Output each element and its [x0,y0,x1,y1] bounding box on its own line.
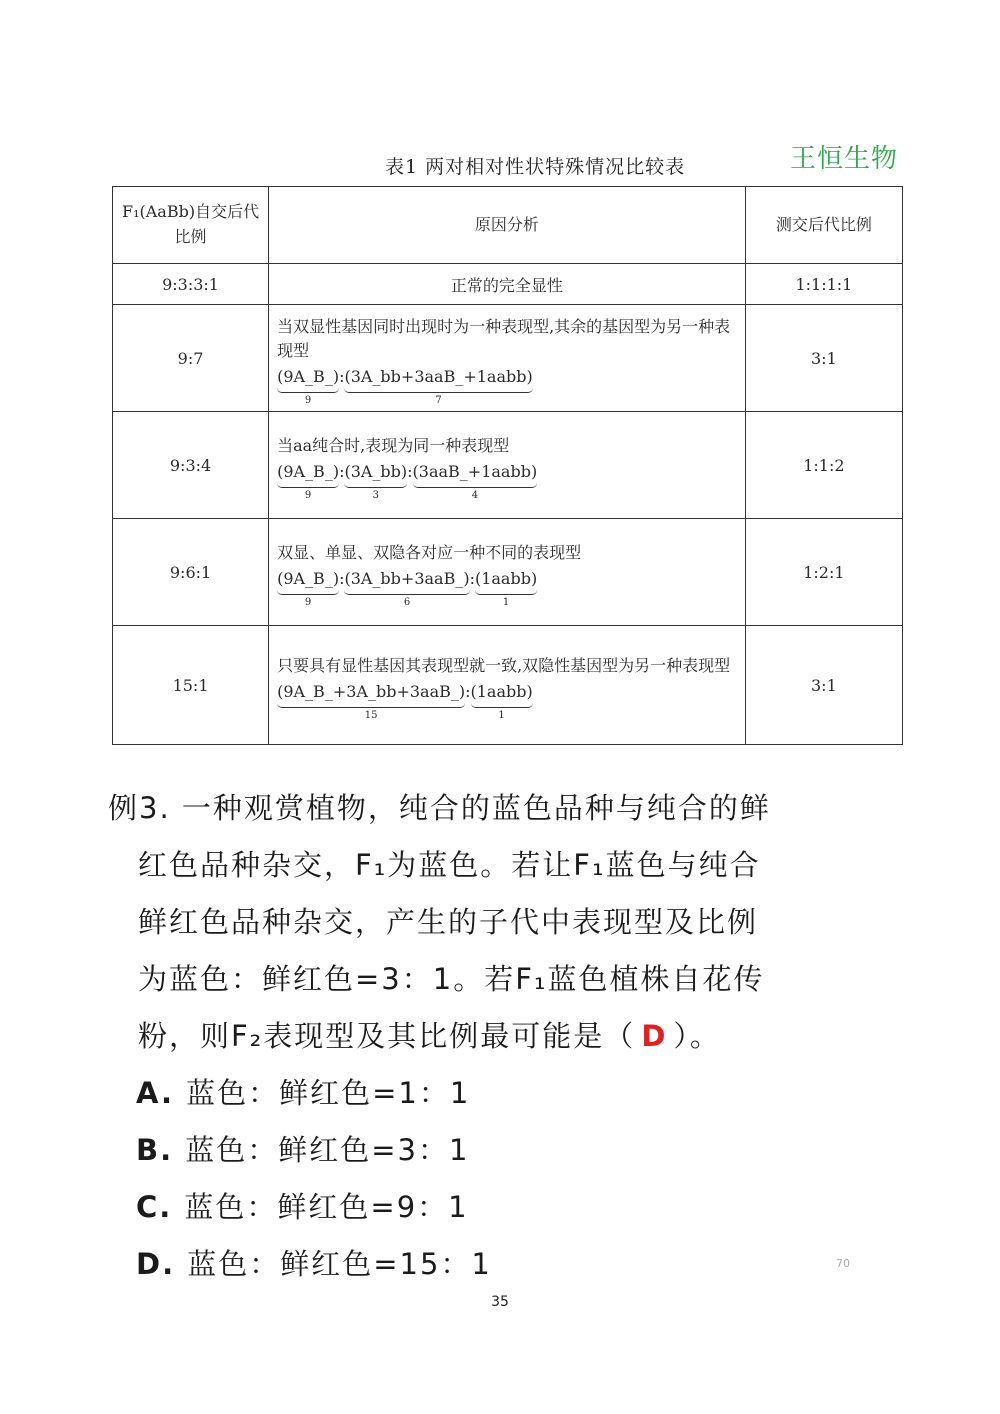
question-text: ）。 [673,1019,721,1053]
genotype-group [344,568,470,609]
table-row [113,626,903,745]
question-line: 例3. 一种观赏植物，纯合的蓝色品种与纯合的鲜 [108,791,771,825]
genotype-text: (9A_B_) [277,366,340,386]
group-count: 15 [364,710,378,722]
option-text: 蓝色：鲜红色=9：1 [184,1190,469,1224]
page-number: 35 [491,1294,509,1310]
analysis-cell [269,412,746,519]
question-line [108,1008,908,1065]
analysis-cell: 正常的完全显性 [269,264,746,305]
header-testcross: 测交后代比例 [745,187,902,264]
ratio-cell: 9:7 [113,305,269,412]
group-count: 9 [304,597,312,609]
genotype-formula: (9A_B_+3A_bb+3aaB_) 15 :(1aabb) 1 [277,681,533,722]
analysis-text: 当aa纯合时,表现为同一种表现型 [277,435,510,455]
group-count: 1 [502,597,510,609]
genotype-formula: (9A_B_) 9 :(3A_bb) 3 :(3aaB_+1aabb) 4 [277,461,538,502]
group-count: 9 [304,395,312,407]
analysis-cell [269,305,746,412]
testcross-cell: 3:1 [745,626,902,745]
option-label: D. [136,1247,176,1281]
option-text: 蓝色：鲜红色=15：1 [187,1247,492,1281]
genotype-text: (9A_B_) [277,461,340,481]
group-count: 7 [435,395,442,407]
genotype-text: (3A_bb+3aaB_+1aabb) [344,366,533,386]
table-row [113,264,903,305]
testcross-cell: 1:1:1:1 [745,264,902,305]
option-label: A. [136,1076,174,1110]
genotype-text: (9A_B_+3A_bb+3aaB_) [277,681,466,701]
header-f1-ratio: F₁(AaBb)自交后代比例 [113,187,269,264]
group-count: 1 [498,710,505,722]
genotype-text: (1aabb) [470,681,533,701]
genotype-group [277,681,466,722]
genotype-group [412,461,538,502]
genotype-formula: (9A_B_) 9 :(3A_bb+3aaB_) 6 :(1aabb) 1 [277,568,538,609]
table-title: 表1 两对相对性状特殊情况比较表 [385,156,686,178]
option-c [108,1179,908,1236]
question-line: 鲜红色品种杂交，产生的子代中表现型及比例 [138,905,759,939]
ratio-cell: 9:6:1 [113,519,269,626]
option-label: B. [136,1133,174,1167]
analysis-text: 只要具有显性基因其表现型就一致,双隐性基因型为另一种表现型 [277,655,731,675]
option-text: 蓝色：鲜红色=1：1 [186,1076,471,1110]
genotype-text: (1aabb) [474,568,538,588]
group-count: 9 [304,490,312,502]
slide-number: 70 [836,1257,850,1270]
option-d [108,1236,908,1293]
analysis-cell [269,519,746,626]
comparison-table [112,186,903,745]
group-count: 4 [471,490,479,502]
genotype-text: (3A_bb) [344,461,408,481]
genotype-group [474,568,538,609]
answer-mark: D [641,1019,668,1053]
ratio-cell: 9:3:4 [113,412,269,519]
question-line: 为蓝色：鲜红色=3：1。若F₁蓝色植株自花传 [138,962,765,996]
testcross-cell: 1:2:1 [745,519,902,626]
option-a [108,1065,908,1122]
example-question [108,780,908,1293]
option-label: C. [136,1190,173,1224]
genotype-formula: (9A_B_) 9 :(3A_bb+3aaB_+1aabb) 7 [277,366,533,407]
table-row [113,305,903,412]
genotype-group [344,366,533,407]
question-line: 红色品种杂交，F₁为蓝色。若让F₁蓝色与纯合 [138,848,761,882]
genotype-group [277,461,340,502]
group-count: 3 [372,490,379,502]
genotype-group [470,681,533,722]
question-text: 粉，则F₂表现型及其比例最可能是（ [138,1019,636,1053]
genotype-text: (3aaB_+1aabb) [412,461,538,481]
analysis-text: 双显、单显、双隐各对应一种不同的表现型 [277,542,582,562]
testcross-cell: 3:1 [745,305,902,412]
option-b [108,1122,908,1179]
watermark-label: 王恒生物 [790,144,899,174]
option-text: 蓝色：鲜红色=3：1 [185,1133,470,1167]
analysis-text: 当双显性基因同时出现时为一种表现型,其余的基因型为另一种表现型 [277,316,731,360]
genotype-group [344,461,408,502]
table-row [113,519,903,626]
table-row [113,412,903,519]
header-analysis: 原因分析 [269,187,746,264]
ratio-cell: 15:1 [113,626,269,745]
genotype-text: (9A_B_) [277,568,340,588]
analysis-cell [269,626,746,745]
group-count: 6 [403,597,411,609]
genotype-text: (3A_bb+3aaB_) [344,568,470,588]
testcross-cell: 1:1:2 [745,412,902,519]
genotype-group [277,568,340,609]
ratio-cell: 9:3:3:1 [113,264,269,305]
table-header-row [113,187,903,264]
genotype-group [277,366,340,407]
